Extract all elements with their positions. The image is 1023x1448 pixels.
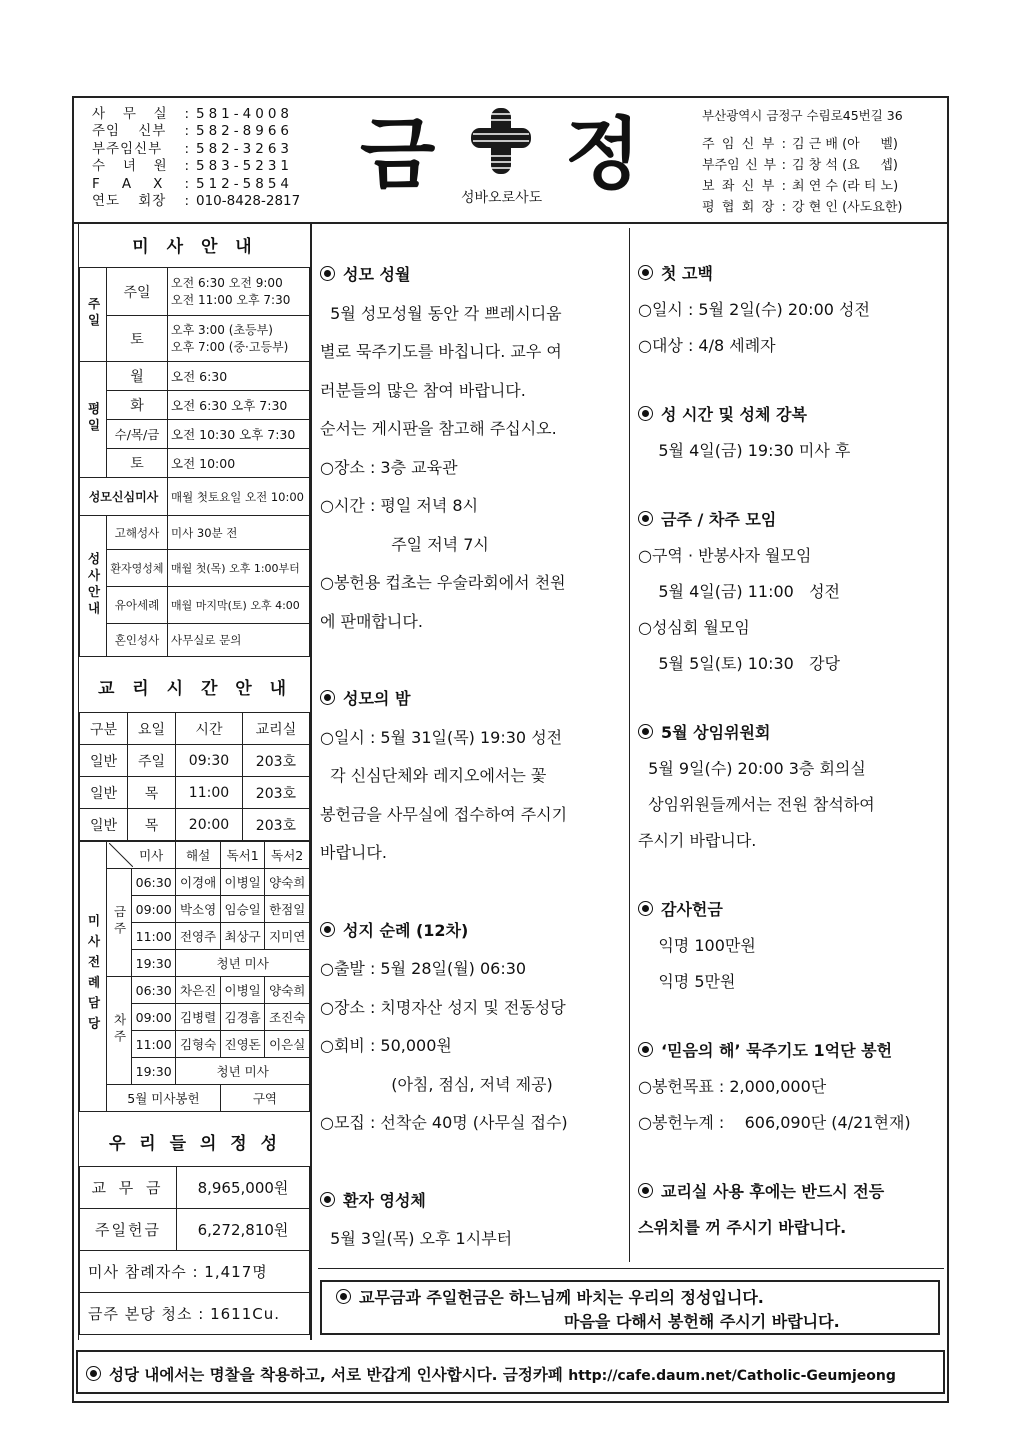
notice-line-2: 마음을 다해서 봉헌해 주시기 바랍니다.	[564, 1312, 840, 1331]
duty-cell: 김병렬	[176, 1004, 221, 1031]
duty-cell: 최상구	[220, 923, 265, 950]
sacrament-name: 유아세례	[107, 587, 168, 624]
youth-mass-cell: 청년 미사	[176, 950, 310, 977]
duty-cell: 진영돈	[220, 1031, 265, 1058]
contact-label: 연도 회장 :	[92, 193, 190, 210]
mass-time: 오전 6:30	[168, 362, 310, 391]
diagonal-line	[109, 843, 133, 867]
notice-section	[638, 256, 940, 364]
heart-mass-time: 매월 첫토요일 오전 10:00	[168, 478, 310, 516]
notice-line: ○봉헌누계 : 606,090단 (4/21현재)	[638, 1113, 911, 1132]
notice-section	[638, 502, 940, 682]
notice-section	[638, 892, 940, 1000]
notice-line: 바랍니다.	[320, 843, 387, 862]
contact-value: 582-8966	[196, 123, 293, 140]
clergy-row	[702, 155, 902, 176]
notice-line: 러분들의 많은 참여 바랍니다.	[320, 380, 526, 400]
bullet-icon	[320, 266, 335, 281]
mass-day: 월	[107, 362, 168, 391]
bullet-icon	[86, 1366, 101, 1381]
sacrament-name: 혼인성사	[107, 624, 168, 657]
duty-cell: 전영주	[176, 923, 221, 950]
notice-line: 상임위원들께서는 전원 참석하여	[638, 795, 875, 814]
mass-section-title: 미 사 안 내	[132, 237, 258, 257]
doctrine-cell: 11:00	[176, 777, 243, 809]
doctrine-cell: 목	[128, 777, 176, 809]
duty-cell: 양숙희	[265, 869, 310, 896]
duty-cell: 이병일	[220, 869, 265, 896]
contact-label: 부주임신부 :	[92, 140, 190, 157]
cleaning-duty: 금주 본당 청소 : 1611Cu.	[80, 1293, 310, 1335]
notice-heading: 환자 영성체	[320, 1182, 622, 1221]
mass-day: 주일	[107, 268, 168, 316]
notice-line: ○출발 : 5월 28일(월) 06:30	[320, 959, 527, 978]
notice-line: ○구역 · 반봉사자 월모임	[638, 546, 812, 565]
sacrament-name: 환자영성체	[107, 550, 168, 587]
duty-cell: 이은실	[265, 1031, 310, 1058]
sacrament-desc: 매월 마지막(토) 오후 4:00	[168, 587, 310, 624]
doctrine-section-title: 교 리 시 간 안 내	[97, 679, 293, 699]
sunday-group-label: 주일	[80, 268, 107, 362]
bullet-icon	[320, 1192, 335, 1207]
doctrine-header: 요일	[128, 713, 176, 745]
offering-value: 구역	[220, 1085, 309, 1112]
weekday-group-label: 평일	[80, 362, 107, 478]
notice-section	[320, 256, 622, 641]
bullet-icon	[638, 724, 653, 739]
doctrine-header: 시간	[176, 713, 243, 745]
duty-cell: 한점일	[265, 896, 310, 923]
duty-cell: 이경애	[176, 869, 221, 896]
notice-heading: 성모 성월	[320, 256, 622, 295]
clergy-label: 보 좌 신 부 :	[702, 179, 786, 194]
table-row	[80, 1085, 310, 1112]
notice-line: 각 신심단체와 레지오에서는 꽃	[320, 766, 547, 785]
contact-row	[92, 106, 300, 123]
bullet-icon	[320, 690, 335, 705]
doctrine-cell: 203호	[242, 745, 309, 777]
notice-line: ○봉헌용 컵초는 우술라회에서 천원	[320, 573, 566, 592]
doctrine-cell: 203호	[242, 809, 309, 841]
table-row	[80, 777, 310, 809]
contact-label: 수 녀 원 :	[92, 158, 190, 175]
mass-times: 오전 6:30 오전 9:00 오전 11:00 오후 7:30	[168, 268, 310, 316]
notice-heading: 첫 고백	[638, 256, 940, 292]
mass-day: 토	[107, 449, 168, 478]
parish-subtitle: 성바오로사도	[461, 190, 543, 206]
doctrine-cell: 203호	[242, 777, 309, 809]
contact-row	[92, 193, 300, 210]
notice-line: ○일시 : 5월 31일(목) 19:30 성전	[320, 727, 563, 747]
notice-line: 5월 4일(금) 19:30 미사 후	[638, 441, 851, 460]
duty-cell: 김형숙	[176, 1031, 221, 1058]
footer-bar	[76, 1350, 945, 1394]
title-jeong: 정	[565, 110, 641, 200]
duty-header: 독서1	[220, 842, 265, 869]
notice-line: 5월 9일(수) 20:00 3층 회의실	[638, 759, 866, 778]
contact-label: 사 무 실 :	[92, 106, 190, 122]
doctrine-cell: 목	[128, 809, 176, 841]
sacrament-desc: 미사 30분 전	[168, 516, 310, 550]
notice-section	[320, 1182, 622, 1259]
notice-line: ○일시 : 5월 2일(수) 20:00 성전	[638, 300, 870, 319]
sacrament-name: 고해성사	[107, 516, 168, 550]
notice-line: 주일 저녁 7시	[320, 534, 489, 554]
title-geum: 금	[360, 110, 436, 200]
header-divider	[74, 222, 948, 224]
bullet-icon	[638, 1042, 653, 1057]
notice-heading: 5월 상임위원회	[638, 715, 940, 751]
notice-line: ○회비 : 50,000원	[320, 1036, 452, 1055]
clergy-value: 강 현 인 (사도요한)	[792, 200, 903, 215]
duty-cell: 박소영	[176, 896, 221, 923]
contact-row	[92, 176, 300, 193]
week-label: 차주	[107, 977, 132, 1085]
duty-cell: 양숙희	[265, 977, 310, 1004]
duty-cell: 06:30	[132, 977, 176, 1004]
finance-label: 주일헌금	[80, 1209, 177, 1251]
clergy-label: 주 임 신 부 :	[702, 137, 786, 152]
doctrine-cell: 09:30	[176, 745, 243, 777]
notice-line: 주시기 바랍니다.	[638, 831, 757, 850]
bullet-icon	[638, 265, 653, 280]
mass-day: 토	[107, 316, 168, 362]
doctrine-cell: 주일	[128, 745, 176, 777]
clergy-label: 평 협 회 장 :	[702, 200, 786, 215]
clergy-row	[702, 176, 902, 197]
notice-section	[638, 715, 940, 859]
notice-heading: 감사헌금	[638, 892, 940, 928]
notice-box	[320, 1280, 940, 1335]
doctrine-cell: 20:00	[176, 809, 243, 841]
finance-section-title: 우 리 들 의 정 성	[108, 1134, 282, 1154]
notice-line: 순서는 게시판을 참고해 주십시오.	[320, 419, 557, 438]
duty-cell: 09:00	[132, 896, 176, 923]
duty-cell: 19:30	[132, 1058, 176, 1085]
contact-label: F A X :	[92, 175, 190, 192]
sacrament-desc: 사무실로 문의	[168, 624, 310, 657]
notice-line: 별로 묵주기도를 바칩니다. 교우 여	[320, 342, 562, 361]
duty-cell: 이병일	[220, 977, 265, 1004]
notice-line: 에 판매합니다.	[320, 611, 423, 631]
duty-header: 독서2	[265, 842, 310, 869]
parish-address: 부산광역시 금정구 수림로45번길 36	[702, 108, 903, 123]
duty-cell: 임승일	[220, 896, 265, 923]
clergy-value: 김 근 배 (아 벨)	[792, 137, 898, 152]
clergy-value: 김 창 석 (요 셉)	[792, 158, 898, 173]
notice-line: 익명 100만원	[638, 936, 756, 955]
heart-mass-label: 성모신심미사	[80, 478, 168, 516]
clergy-row	[702, 134, 902, 155]
contact-label: 주임 신부 :	[92, 123, 190, 140]
finance-label: 교 무 금	[80, 1167, 177, 1209]
bullet-icon	[320, 922, 335, 937]
notice-line: ○시간 : 평일 저녁 8시	[320, 496, 479, 515]
notice-section	[638, 1033, 940, 1141]
bullet-icon	[638, 901, 653, 916]
youth-mass-cell: 청년 미사	[176, 1058, 310, 1085]
notice-section	[638, 397, 940, 469]
table-row	[80, 745, 310, 777]
duty-cell: 19:30	[132, 950, 176, 977]
contact-value: 512-5854	[196, 175, 293, 192]
finance-value: 6,272,810원	[177, 1209, 310, 1251]
notice-line: 5월 5일(토) 10:30 강당	[638, 654, 841, 673]
notice-section	[638, 1174, 940, 1246]
notice-line: 5월 성모성월 동안 각 쁘레시디움	[320, 303, 562, 323]
contact-value: 583-5231	[196, 158, 293, 175]
notice-line: ○장소 : 치명자산 성지 및 전동성당	[320, 997, 566, 1017]
duty-cell: 김경흠	[220, 1004, 265, 1031]
notice-line: 익명 5만원	[638, 972, 736, 991]
clergy-list	[702, 134, 902, 218]
notice-line: 5월 3일(목) 오후 1시부터	[320, 1229, 513, 1248]
mass-time: 오전 6:30 오후 7:30	[168, 391, 310, 420]
column-divider	[629, 228, 630, 1262]
doctrine-cell: 일반	[80, 809, 128, 841]
notice-heading: ‘믿음의 해’ 묵주기도 1억단 봉헌	[638, 1033, 940, 1069]
duty-cell: 06:30	[132, 869, 176, 896]
duty-cell: 차은진	[176, 977, 221, 1004]
bullet-icon	[638, 511, 653, 526]
table-row	[80, 809, 310, 841]
duty-corner: 미사	[107, 842, 176, 869]
contact-row	[92, 123, 300, 140]
notice-line: ○장소 : 3층 교육관	[320, 457, 458, 477]
notice-line: ○모집 : 선착순 40명 (사무실 접수)	[320, 1113, 568, 1132]
clergy-row	[702, 197, 902, 218]
middle-column	[320, 256, 622, 1259]
notice-heading: 성지 순례 (12차)	[320, 912, 622, 951]
duty-header: 해설	[176, 842, 221, 869]
notice-line: 5월 4일(금) 11:00 성전	[638, 582, 841, 601]
mass-times: 오후 3:00 (초등부) 오후 7:00 (중·고등부)	[168, 316, 310, 362]
notice-line: 봉헌금을 사무실에 접수하여 주시기	[320, 804, 568, 824]
table-row	[80, 869, 310, 896]
cross-logo	[471, 108, 531, 174]
doctrine-cell: 일반	[80, 745, 128, 777]
notice-line: ○봉헌목표 : 2,000,000단	[638, 1077, 827, 1096]
finance-table	[79, 1166, 310, 1335]
doctrine-table	[79, 712, 310, 841]
right-column	[638, 256, 940, 1246]
bullet-icon	[638, 1183, 653, 1198]
footer-text: 성당 내에서는 명찰을 착용하고, 서로 반갑게 인사합시다. 금정카페 http://cafe.daum.net/Catholic-Geumjeong	[86, 1363, 896, 1385]
duty-cell: 09:00	[132, 1004, 176, 1031]
contact-list	[92, 106, 300, 210]
notice-section	[320, 680, 622, 873]
notice-heading: 성 시간 및 성체 강복	[638, 397, 940, 433]
bullet-icon	[336, 1289, 351, 1304]
duty-table	[79, 841, 310, 1112]
notice-line: 스위치를 꺼 주시기 바랍니다.	[638, 1218, 847, 1237]
notice-heading: 성모의 밤	[320, 680, 622, 719]
sacrament-desc: 매월 첫(목) 오후 1:00부터	[168, 550, 310, 587]
clergy-label: 부주임 신 부 :	[702, 158, 786, 173]
duty-cell: 11:00	[132, 923, 176, 950]
notice-divider	[318, 1268, 944, 1269]
cafe-link[interactable]: http://cafe.daum.net/Catholic-Geumjeong	[568, 1368, 896, 1384]
notice-line-1: 교무금과 주일헌금은 하느님께 바치는 우리의 정성입니다.	[336, 1285, 764, 1308]
doctrine-header: 교리실	[242, 713, 309, 745]
week-label: 금주	[107, 869, 132, 977]
offering-label: 5월 미사봉헌	[107, 1085, 221, 1112]
contact-row	[92, 141, 300, 158]
contact-value: 010-8428-2817	[196, 193, 301, 210]
mass-schedule-table	[79, 267, 310, 657]
doctrine-header: 구분	[80, 713, 128, 745]
doctrine-cell: 일반	[80, 777, 128, 809]
contact-value: 582-3263	[196, 140, 293, 157]
contact-row	[92, 158, 300, 175]
table-row	[80, 977, 310, 1004]
mass-day: 화	[107, 391, 168, 420]
notice-line: ○성심회 월모임	[638, 618, 750, 637]
duty-cell: 지미연	[265, 923, 310, 950]
duty-side-label: 미사전례담당	[80, 842, 107, 1112]
clergy-value: 최 연 수 (라 티 노)	[792, 179, 899, 194]
finance-value: 8,965,000원	[177, 1167, 310, 1209]
attendance-count: 미사 참례자수 : 1,417명	[80, 1251, 310, 1293]
duty-cell: 11:00	[132, 1031, 176, 1058]
duty-cell: 조진숙	[265, 1004, 310, 1031]
notice-section	[320, 912, 622, 1143]
contact-value: 581-4008	[196, 106, 293, 122]
mass-time: 오전 10:00	[168, 449, 310, 478]
notice-heading: 교리실 사용 후에는 반드시 전등	[638, 1174, 940, 1210]
notice-line: (아침, 점심, 저녁 제공)	[320, 1074, 553, 1094]
sacrament-group-label: 성사안내	[80, 516, 107, 657]
left-column-divider	[310, 222, 312, 1340]
mass-day: 수/목/금	[107, 420, 168, 449]
mass-time: 오전 10:30 오후 7:30	[168, 420, 310, 449]
bullet-icon	[638, 406, 653, 421]
notice-heading: 금주 / 차주 모임	[638, 502, 940, 538]
notice-line: ○대상 : 4/8 세례자	[638, 336, 776, 355]
